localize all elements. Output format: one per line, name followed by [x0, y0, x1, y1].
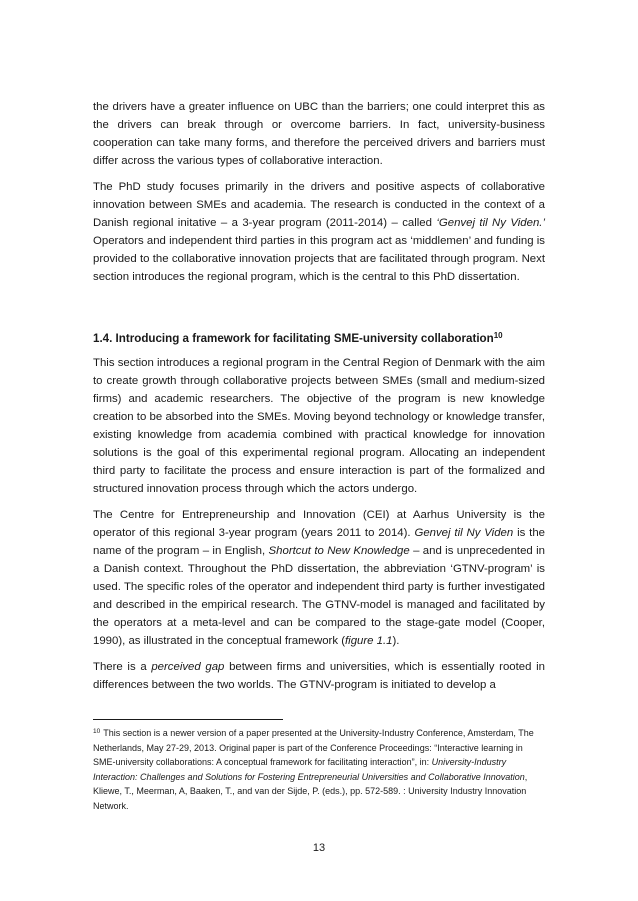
footnote-reference[interactable]: 10: [493, 331, 503, 340]
text-run: This section introduces a regional program in the Central Region of Denmark with the aim to create growth through collaborative projects between SMEs (small and medium-sized firms) and academic researchers. The objective of the program is new knowledge creation to be absorbed into the SMEs. Moving beyond technology or knowledge transfer, existing knowledge from academia combined with practical knowledge for innovation solutions is the goal of this experimental regional program. Allocating an independent third party to facilitate the process and ensure interaction is part of the formalized and structured innovation process through which the actors undergo.: [93, 357, 545, 495]
section-paragraphs: [93, 354, 545, 694]
section-spacer: [93, 294, 545, 330]
paragraph: [93, 354, 545, 498]
section-heading: [93, 330, 545, 348]
italic-text-run: Genvej til Ny Viden: [414, 527, 514, 539]
italic-text-run: perceived gap: [151, 661, 225, 673]
footnote-divider: [93, 719, 283, 720]
section-heading-text: 1.4. Introducing a framework for facilitating SME-university collaboration: [93, 332, 494, 345]
footnote-number: 10: [93, 728, 101, 735]
page-number: 13: [312, 842, 326, 854]
intro-paragraphs: [93, 98, 545, 286]
italic-text-run: figure 1.1: [345, 635, 393, 647]
text-run: is the name of the program – in English,: [93, 527, 546, 557]
italic-text-run: Shortcut to New Knowledge: [268, 545, 410, 557]
footnote: [93, 726, 545, 813]
paragraph: [93, 506, 545, 650]
paragraph: [93, 178, 545, 286]
text-run: This section is a newer version of a paper presented at the University-Industry Conference, Amsterdam, The Netherlands, May 27-29, 2013. Original paper is part of the Conference Proceedings: “Interactive learning in SME-university collaborations: A conceptual framework for facilitating interaction”, in:: [93, 728, 534, 767]
text-run: Operators and independent third parties in this program act as ‘middlemen’ and funding is provided to the collaborative innovation projects that are facilitated through program. Next section introduces the regional program, which is the central to this PhD dissertation.: [93, 235, 545, 283]
text-run: There is a: [93, 661, 152, 673]
italic-text-run: ‘Genvej til Ny Viden.’: [436, 217, 545, 229]
body-text: [93, 98, 545, 702]
footnote-text: [93, 728, 534, 811]
text-run: The PhD study focuses primarily in the drivers and positive aspects of collaborative innovation between SMEs and academia. The research is conducted in the context of a Danish regional initative – a 3-year program (2011-2014) – called: [93, 181, 545, 229]
text-run: the drivers have a greater influence on UBC than the barriers; one could interpret this as the drivers can break through or overcome barriers. In fact, university-business cooperation can take many forms, and therefore the perceived drivers and barriers must differ across the various types of collaborative interaction.: [93, 101, 545, 167]
italic-text-run: University-Industry Interaction: Challenges and Solutions for Fostering Entrepreneurial Universities and Collaborative Innovation: [93, 757, 525, 782]
text-run: The Centre for Entrepreneurship and Innovation (CEI) at Aarhus University is the operator of this regional 3-year program (years 2011 to 2014).: [93, 509, 545, 539]
text-run: between firms and universities, which is essentially rooted in differences between the two worlds. The GTNV-program is initiated to develop a: [93, 661, 546, 691]
paragraph: [93, 98, 545, 170]
text-run: , Kliewe, T., Meerman, A, Baaken, T., and van der Sijde, P. (eds.), pp. 572-589. : University Industry Innovation Network.: [93, 771, 528, 811]
paragraph: [93, 658, 545, 694]
text-run: – and is unprecedented in a Danish context. Throughout the PhD dissertation, the abbreviation ‘GTNV-program’ is used. The specific roles of the operator and independent third party is further investigated and described in the empirical research. The GTNV-model is managed and facilitated by the operators at a meta-level and can be compared to the stage-gate model (Cooper, 1990), as illustrated in the conceptual framework (: [93, 545, 545, 647]
text-run: ).: [392, 635, 400, 647]
